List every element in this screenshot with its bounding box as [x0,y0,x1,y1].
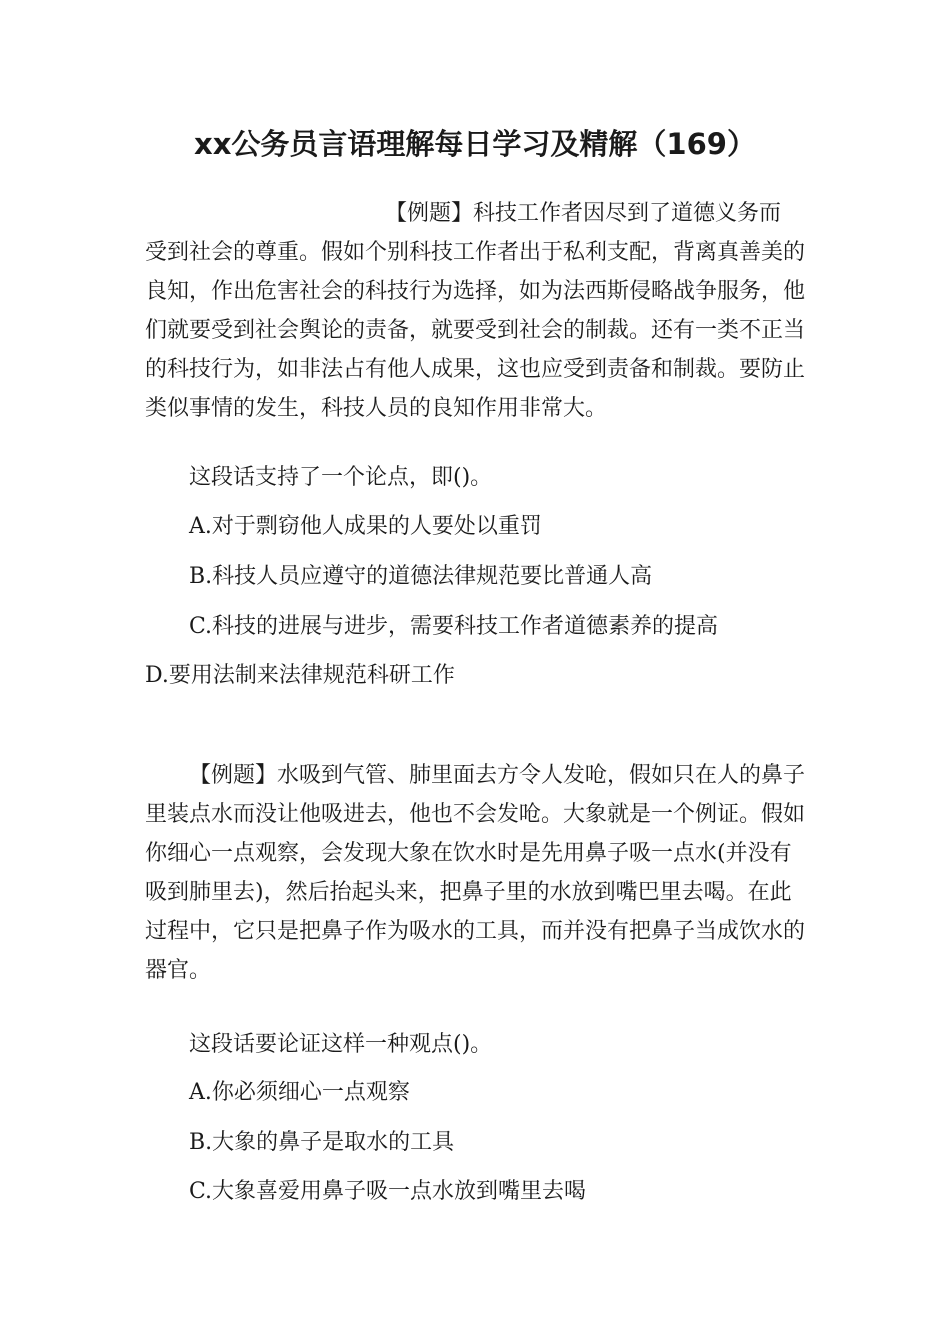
page-title: xx公务员言语理解每日学习及精解（169） [194,127,756,161]
question-1-prompt: 这段话支持了一个论点，即()。 [189,465,493,490]
question-1-passage-body: 受到社会的尊重。假如个别科技工作者出于私利支配，背离真善美的良知，作出危害社会的科技行为选择，如为法西斯侵略战争服务，他们就要受到社会舆论的责备，就要受到社会的制裁。还有一类不正当的科技行为，如非法占有他人成果，这也应受到责备和制裁。要防止类似事情的发生，科技人员的良知作用非常大。 [145,240,806,421]
question-2-option-a: A.你必须细心一点观察 [189,1080,410,1105]
question-2-option-b: B.大象的鼻子是取水的工具 [189,1130,455,1155]
question-2-prompt: 这段话要论证这样一种观点()。 [189,1032,493,1057]
question-2-passage [145,756,810,990]
question-1-option-c: C.科技的进展与进步，需要科技工作者道德素养的提高 [189,614,719,639]
question-1-passage [145,194,810,428]
question-1-option-b: B.科技人员应遵守的道德法律规范要比普通人高 [189,564,653,589]
question-1-option-a: A.对于剽窃他人成果的人要处以重罚 [189,514,542,539]
question-1-passage-first-line: 【例题】科技工作者因尽到了道德义务而 [385,201,782,226]
question-1-option-d: D.要用法制来法律规范科研工作 [145,663,455,688]
question-2-option-c: C.大象喜爱用鼻子吸一点水放到嘴里去喝 [189,1179,587,1204]
question-2-passage-body: 【例题】水吸到气管、肺里面去方令人发呛，假如只在人的鼻子里装点水而没让他吸进去，他也不会发呛。大象就是一个例证。假如你细心一点观察，会发现大象在饮水时是先用鼻子吸一点水(并没有吸到肺里去)，然后抬起头来，把鼻子里的水放到嘴巴里去喝。在此过程中，它只是把鼻子作为吸水的工具，而并没有把鼻子当成饮水的器官。 [145,763,806,983]
